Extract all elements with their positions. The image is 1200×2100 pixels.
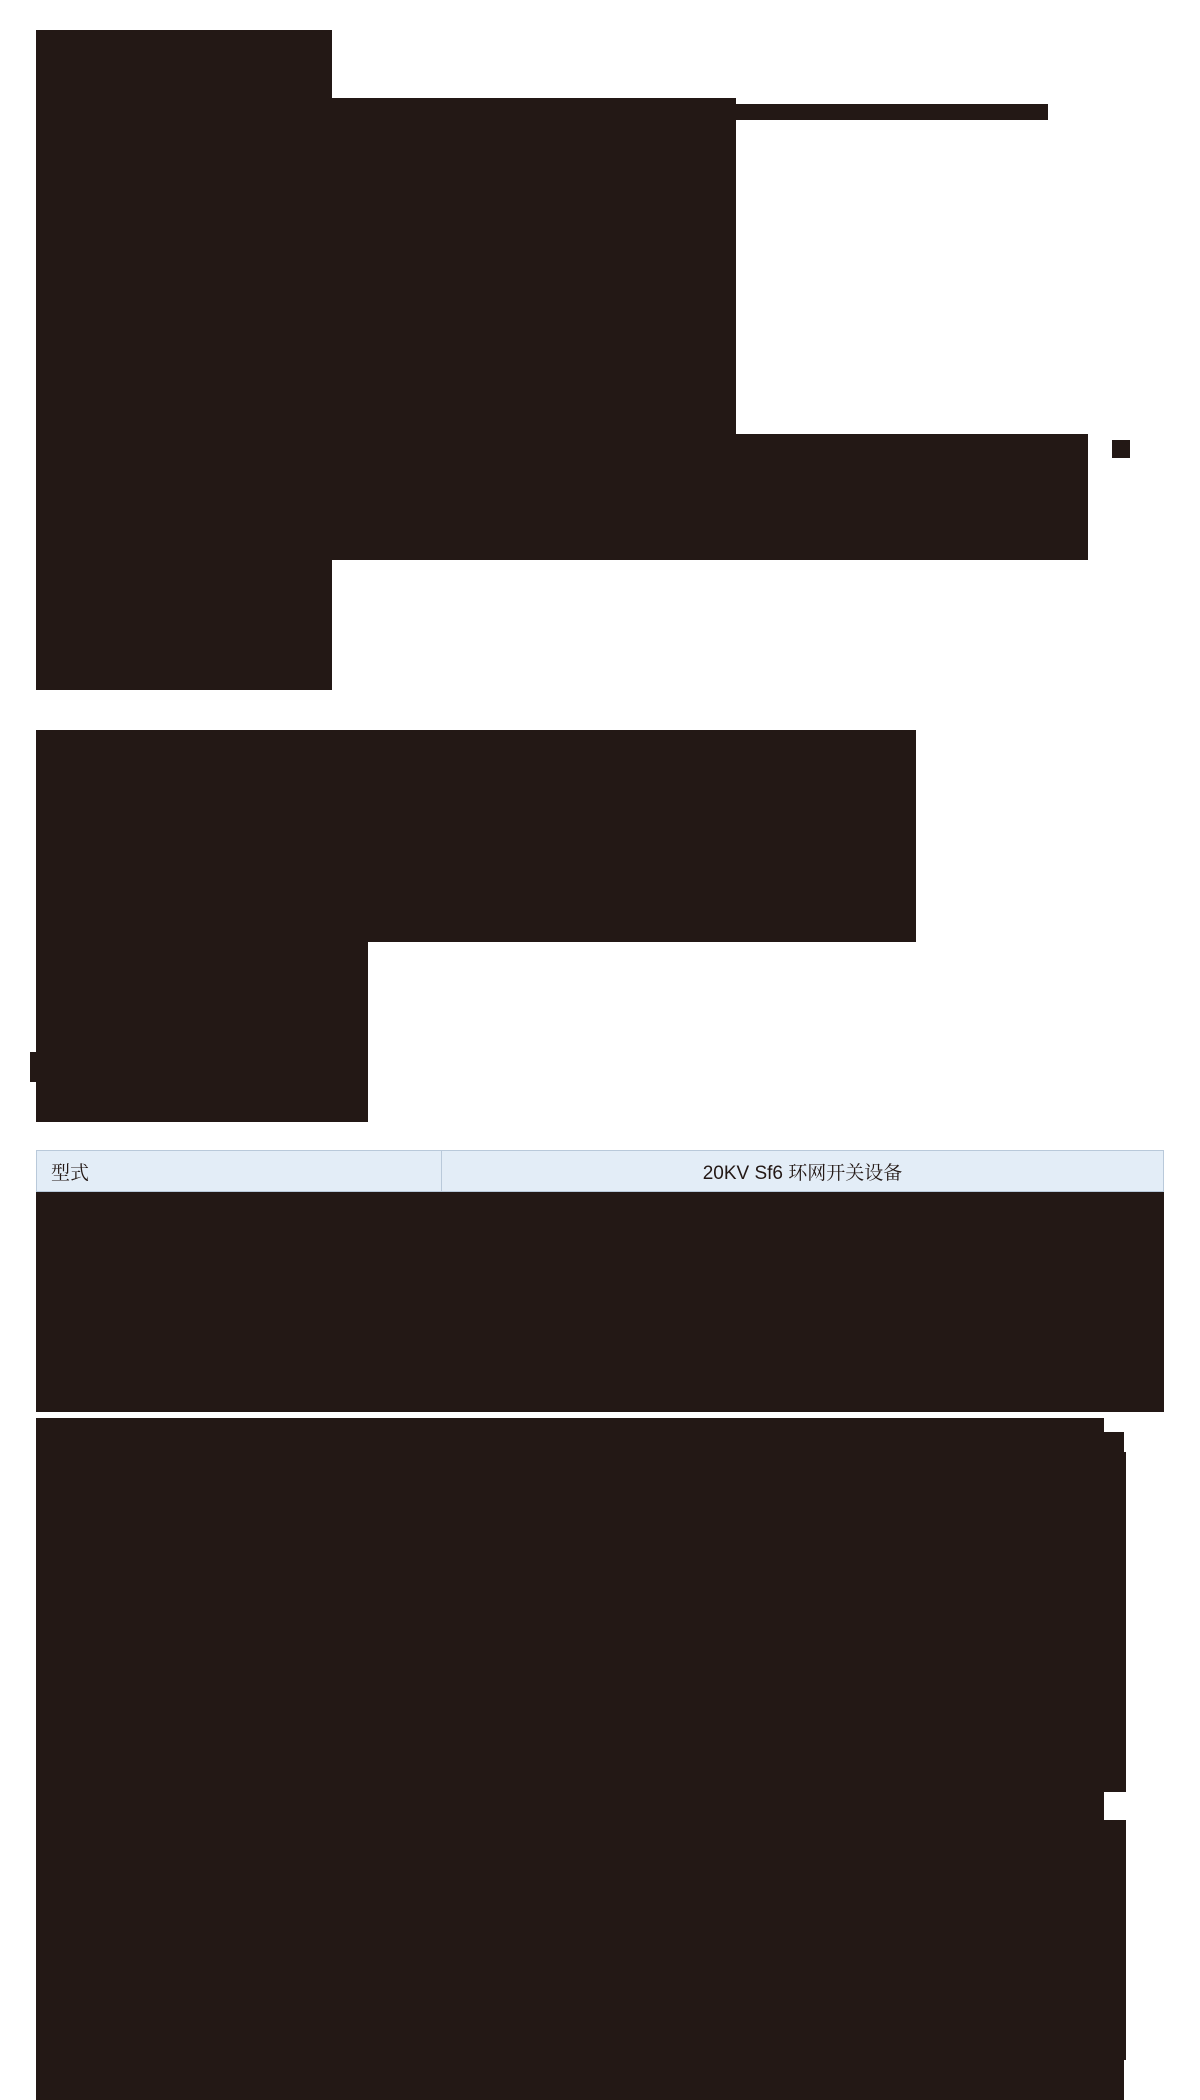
spec-table bbox=[36, 1150, 1164, 1192]
table-block-4 bbox=[36, 1432, 1104, 2060]
table-block-1 bbox=[36, 1192, 1164, 1412]
heading-block-4 bbox=[736, 434, 1088, 560]
spec-value: 20KV Sf6 环网开关设备 bbox=[442, 1151, 1164, 1192]
heading-block-2 bbox=[332, 98, 736, 560]
paragraph-block-2 bbox=[36, 940, 368, 1122]
paragraph-block-1 bbox=[36, 730, 916, 942]
table-block-6 bbox=[1104, 1820, 1126, 2060]
heading-block-3 bbox=[736, 104, 1048, 120]
marker-square bbox=[1112, 440, 1130, 458]
table-row bbox=[37, 1151, 1164, 1192]
footer-block bbox=[36, 2055, 1124, 2100]
paragraph-block-3 bbox=[30, 1052, 40, 1082]
heading-block-1 bbox=[36, 30, 332, 690]
spec-label: 型式 bbox=[37, 1151, 442, 1192]
table-block-5 bbox=[1104, 1452, 1126, 1792]
